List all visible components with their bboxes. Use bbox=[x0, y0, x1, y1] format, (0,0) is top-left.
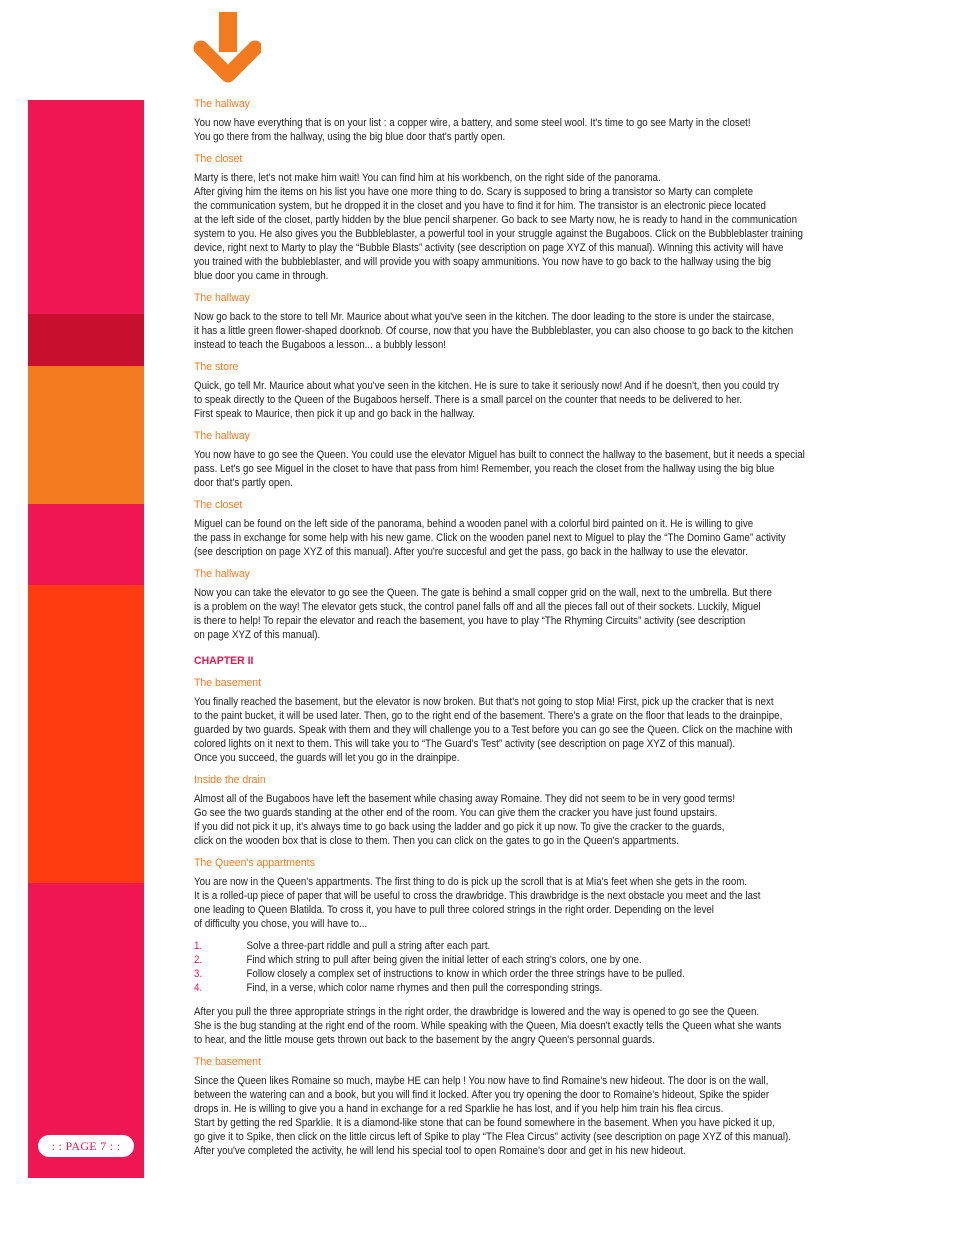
list-item bbox=[194, 939, 838, 953]
paragraph-line: to the paint bucket, it will be used later. Then, go to the right end of the basement. There's a grate on the floor that leads to the drainpipe, bbox=[194, 710, 783, 722]
section-heading: The hallway bbox=[194, 568, 250, 580]
paragraph-line: one leading to Queen Blatilda. To cross it, you have to pull three colored strings in the right order. Depending on the level bbox=[194, 904, 714, 916]
section-paragraph bbox=[194, 695, 838, 765]
list-item-number: 1. bbox=[194, 940, 203, 952]
section-paragraph bbox=[194, 517, 838, 559]
sidebar-band-pink-mid bbox=[28, 504, 144, 585]
after-list-paragraph bbox=[194, 1005, 838, 1047]
section-heading: The basement bbox=[194, 677, 262, 689]
paragraph-line: is a problem on the way! The elevator gets stuck, the control panel falls off and all the pieces fall out of their sockets. Luckily, Miguel bbox=[194, 601, 761, 613]
paragraph-line: You now have to go see the Queen. You could use the elevator Miguel has built to connect the hallway to the basement, but it needs a special bbox=[194, 449, 805, 461]
paragraph-line: First speak to Maurice, then pick it up and go back in the hallway. bbox=[194, 408, 475, 420]
paragraph-line: is there to help! To repair the elevator and reach the basement, you have to play “The Rhyming Circuits” activity (see description bbox=[194, 615, 746, 627]
paragraph-line: go give it to Spike, then click on the little circus left of Spike to play “The Flea Circus” activity (see description on page XYZ of this manual). bbox=[194, 1131, 791, 1143]
section-paragraph bbox=[194, 875, 838, 931]
paragraph-line: the pass in exchange for some help with his new game. Click on the wooden panel next to Miguel to play the “The Domino Game” activity bbox=[194, 532, 786, 544]
paragraph-line: the communication system, but he dropped it in the closet and you have to find it for him. The transistor is an electronic piece located bbox=[194, 200, 766, 212]
paragraph-line: Now go back to the store to tell Mr. Maurice about what you've seen in the kitchen. The door leading to the store is under the staircase, bbox=[194, 311, 775, 323]
paragraph-line: After you've completed the activity, he will lend his special tool to open Romaine's door and get in his new hideout. bbox=[194, 1145, 686, 1157]
paragraph-line: click on the wooden box that is close to them. Then you can click on the gates to go in the Queen's appartments. bbox=[194, 835, 679, 847]
sidebar-band-orange bbox=[28, 366, 144, 504]
down-arrow-icon bbox=[193, 12, 261, 84]
paragraph-line: you trained with the bubbleblaster, and will provide you with soapy ammunitions. You now have to go back to the hallway using the big bbox=[194, 256, 772, 268]
paragraph-line: Quick, go tell Mr. Maurice about what you've seen in the kitchen. He is sure to take it seriously now! And if he doesn't, then you could try bbox=[194, 380, 780, 392]
section-paragraph bbox=[194, 448, 838, 490]
sidebar-band-red-orange bbox=[28, 585, 144, 883]
sidebar-band-pink-top bbox=[28, 100, 144, 314]
paragraph-line: After you pull the three appropriate strings in the right order, the drawbridge is lowered and the way is opened to go see the Queen. bbox=[194, 1006, 760, 1018]
paragraph-line: colored lights on it next to them. This will take you to “The Guard's Test” activity (see description on page XYZ of this manual). bbox=[194, 738, 736, 750]
list-item bbox=[194, 953, 838, 967]
section-group-1 bbox=[194, 97, 838, 642]
section-paragraph bbox=[194, 586, 838, 642]
section-paragraph bbox=[194, 116, 838, 144]
paragraph-line: Almost all of the Bugaboos have left the basement while chasing away Romaine. They did not seem to be in very good terms! bbox=[194, 793, 736, 805]
paragraph-line: blue door you came in through. bbox=[194, 270, 329, 282]
section-heading: The store bbox=[194, 361, 239, 373]
paragraph-line: If you did not pick it up, it's always time to go back using the ladder and go pick it up now. To give the cracker to the guards, bbox=[194, 821, 725, 833]
list-item-number: 4. bbox=[194, 982, 203, 994]
paragraph-line: (see description on page XYZ of this manual). After you're succesful and get the pass, go back in the hallway to use the elevator. bbox=[194, 546, 748, 558]
paragraph-line: system to you. He also gives you the Bubbleblaster, a powerful tool in your struggle against the Bugaboos. Click on the Bubbleblaster training bbox=[194, 228, 803, 240]
page-number-badge: : : PAGE 7 : : bbox=[38, 1135, 134, 1157]
paragraph-line: drops in. He is willing to give you a hand in exchange for a red Sparklie he has lost, and if you help him train his flea circus. bbox=[194, 1103, 724, 1115]
section-paragraph bbox=[194, 792, 838, 848]
paragraph-line: between the watering can and a book, but you will find it locked. After you try opening the door to Romaine's hideout, Spike the spider bbox=[194, 1089, 770, 1101]
section-heading: The Queen's appartments bbox=[194, 857, 315, 869]
manual-content bbox=[194, 97, 838, 1166]
list-item-text: Solve a three-part riddle and pull a string after each part. bbox=[246, 940, 491, 952]
paragraph-line: You finally reached the basement, but the elevator is now broken. But that's not going to stop Mia! First, pick up the cracker that is next bbox=[194, 696, 774, 708]
section-heading: The hallway bbox=[194, 292, 250, 304]
section-paragraph bbox=[194, 171, 838, 283]
section-heading: Inside the drain bbox=[194, 774, 266, 786]
section-group-2 bbox=[194, 676, 838, 931]
difficulty-list bbox=[194, 939, 838, 995]
paragraph-line: Start by getting the red Sparklie. It is a diamond-like stone that can be found somewhere in the basement. When you have picked it up, bbox=[194, 1117, 775, 1129]
sidebar-band-pink-bottom bbox=[28, 883, 144, 1178]
paragraph-line: pass. Let's go see Miguel in the closet to have that pass from him! Remember, you reach the closet from the hallway using the big blue bbox=[194, 463, 775, 475]
paragraph-line: of difficulty you chose, you will have to... bbox=[194, 918, 368, 930]
chapter-heading: CHAPTER II bbox=[194, 655, 254, 667]
paragraph-line: device, right next to Marty to play the “Bubble Blasts” activity (see description on page XYZ of this manual). Winning this activity will have bbox=[194, 242, 784, 254]
section-final-basement bbox=[194, 1055, 838, 1158]
paragraph-line: instead to teach the Bugaboos a lesson... a bubbly lesson! bbox=[194, 339, 446, 351]
paragraph-line: it has a little green flower-shaped doorknob. Of course, now that you have the Bubbleblaster, you can also choose to go back to the kitchen bbox=[194, 325, 794, 337]
sidebar-color-bar bbox=[28, 100, 144, 1178]
paragraph-line: Go see the two guards standing at the other end of the room. You can give them the cracker you have just found upstairs. bbox=[194, 807, 718, 819]
paragraph-line: Once you succeed, the guards will let you go in the drainpipe. bbox=[194, 752, 460, 764]
list-item-number: 3. bbox=[194, 968, 203, 980]
paragraph-line: to hear, and the little mouse gets thrown out back to the basement by the angry Queen's personnal guards. bbox=[194, 1034, 655, 1046]
section-heading: The hallway bbox=[194, 98, 250, 110]
paragraph-line: You now have everything that is on your list : a copper wire, a battery, and some steel wool. It's time to go see Marty in the closet! bbox=[194, 117, 751, 129]
paragraph-line: door that's partly open. bbox=[194, 477, 293, 489]
paragraph-line: She is the bug standing at the right end of the room. While speaking with the Queen, Mia doesn't exactly tells the Queen what she wants bbox=[194, 1020, 782, 1032]
section-heading: The hallway bbox=[194, 430, 250, 442]
list-item-text: Follow closely a complex set of instructions to know in which order the three strings have to be pulled. bbox=[246, 968, 685, 980]
list-item bbox=[194, 967, 838, 981]
list-item-text: Find, in a verse, which color name rhymes and then pull the corresponding strings. bbox=[246, 982, 603, 994]
list-item-number: 2. bbox=[194, 954, 203, 966]
paragraph-line: Now you can take the elevator to go see the Queen. The gate is behind a small copper grid on the wall, next to the umbrella. But there bbox=[194, 587, 772, 599]
paragraph-line: on page XYZ of this manual). bbox=[194, 629, 321, 641]
paragraph-line: After giving him the items on his list you have one more thing to do. Scary is supposed to bring a transistor so Marty can complete bbox=[194, 186, 754, 198]
section-heading: The closet bbox=[194, 153, 243, 165]
paragraph-line: Miguel can be found on the left side of the panorama, behind a wooden panel with a colorful bird painted on it. He is willing to give bbox=[194, 518, 754, 530]
paragraph-line: guarded by two guards. Speak with them and they will challenge you to a Test before you can go see the Queen. Click on the machine with bbox=[194, 724, 793, 736]
sidebar-band-dark-red bbox=[28, 314, 144, 366]
section-paragraph bbox=[194, 1074, 838, 1158]
section-heading: The basement bbox=[194, 1056, 262, 1068]
list-item-text: Find which string to pull after being given the initial letter of each string's colors, one by one. bbox=[246, 954, 642, 966]
section-heading: The closet bbox=[194, 499, 243, 511]
section-paragraph bbox=[194, 379, 838, 421]
list-item bbox=[194, 981, 838, 995]
paragraph-line: Since the Queen likes Romaine so much, maybe HE can help ! You now have to find Romaine's new hideout. The door is on the wall, bbox=[194, 1075, 769, 1087]
paragraph-line: It is a rolled-up piece of paper that will be useful to cross the drawbridge. This drawbridge is the next obstacle you meet and the last bbox=[194, 890, 761, 902]
paragraph-line: You go there from the hallway, using the big blue door that's partly open. bbox=[194, 131, 506, 143]
paragraph-line: You are now in the Queen's appartments. The first thing to do is pick up the scroll that is at Mia's feet when she gets in the room. bbox=[194, 876, 748, 888]
section-paragraph bbox=[194, 310, 838, 352]
paragraph-line: Marty is there, let's not make him wait! You can find him at his workbench, on the right side of the panorama. bbox=[194, 172, 661, 184]
paragraph-line: at the left side of the closet, partly hidden by the blue pencil sharpener. Go back to see Marty now, he is ready to hand in the communication bbox=[194, 214, 798, 226]
paragraph-line: to speak directly to the Queen of the Bugaboos herself. There is a small parcel on the counter that needs to be delivered to her. bbox=[194, 394, 743, 406]
